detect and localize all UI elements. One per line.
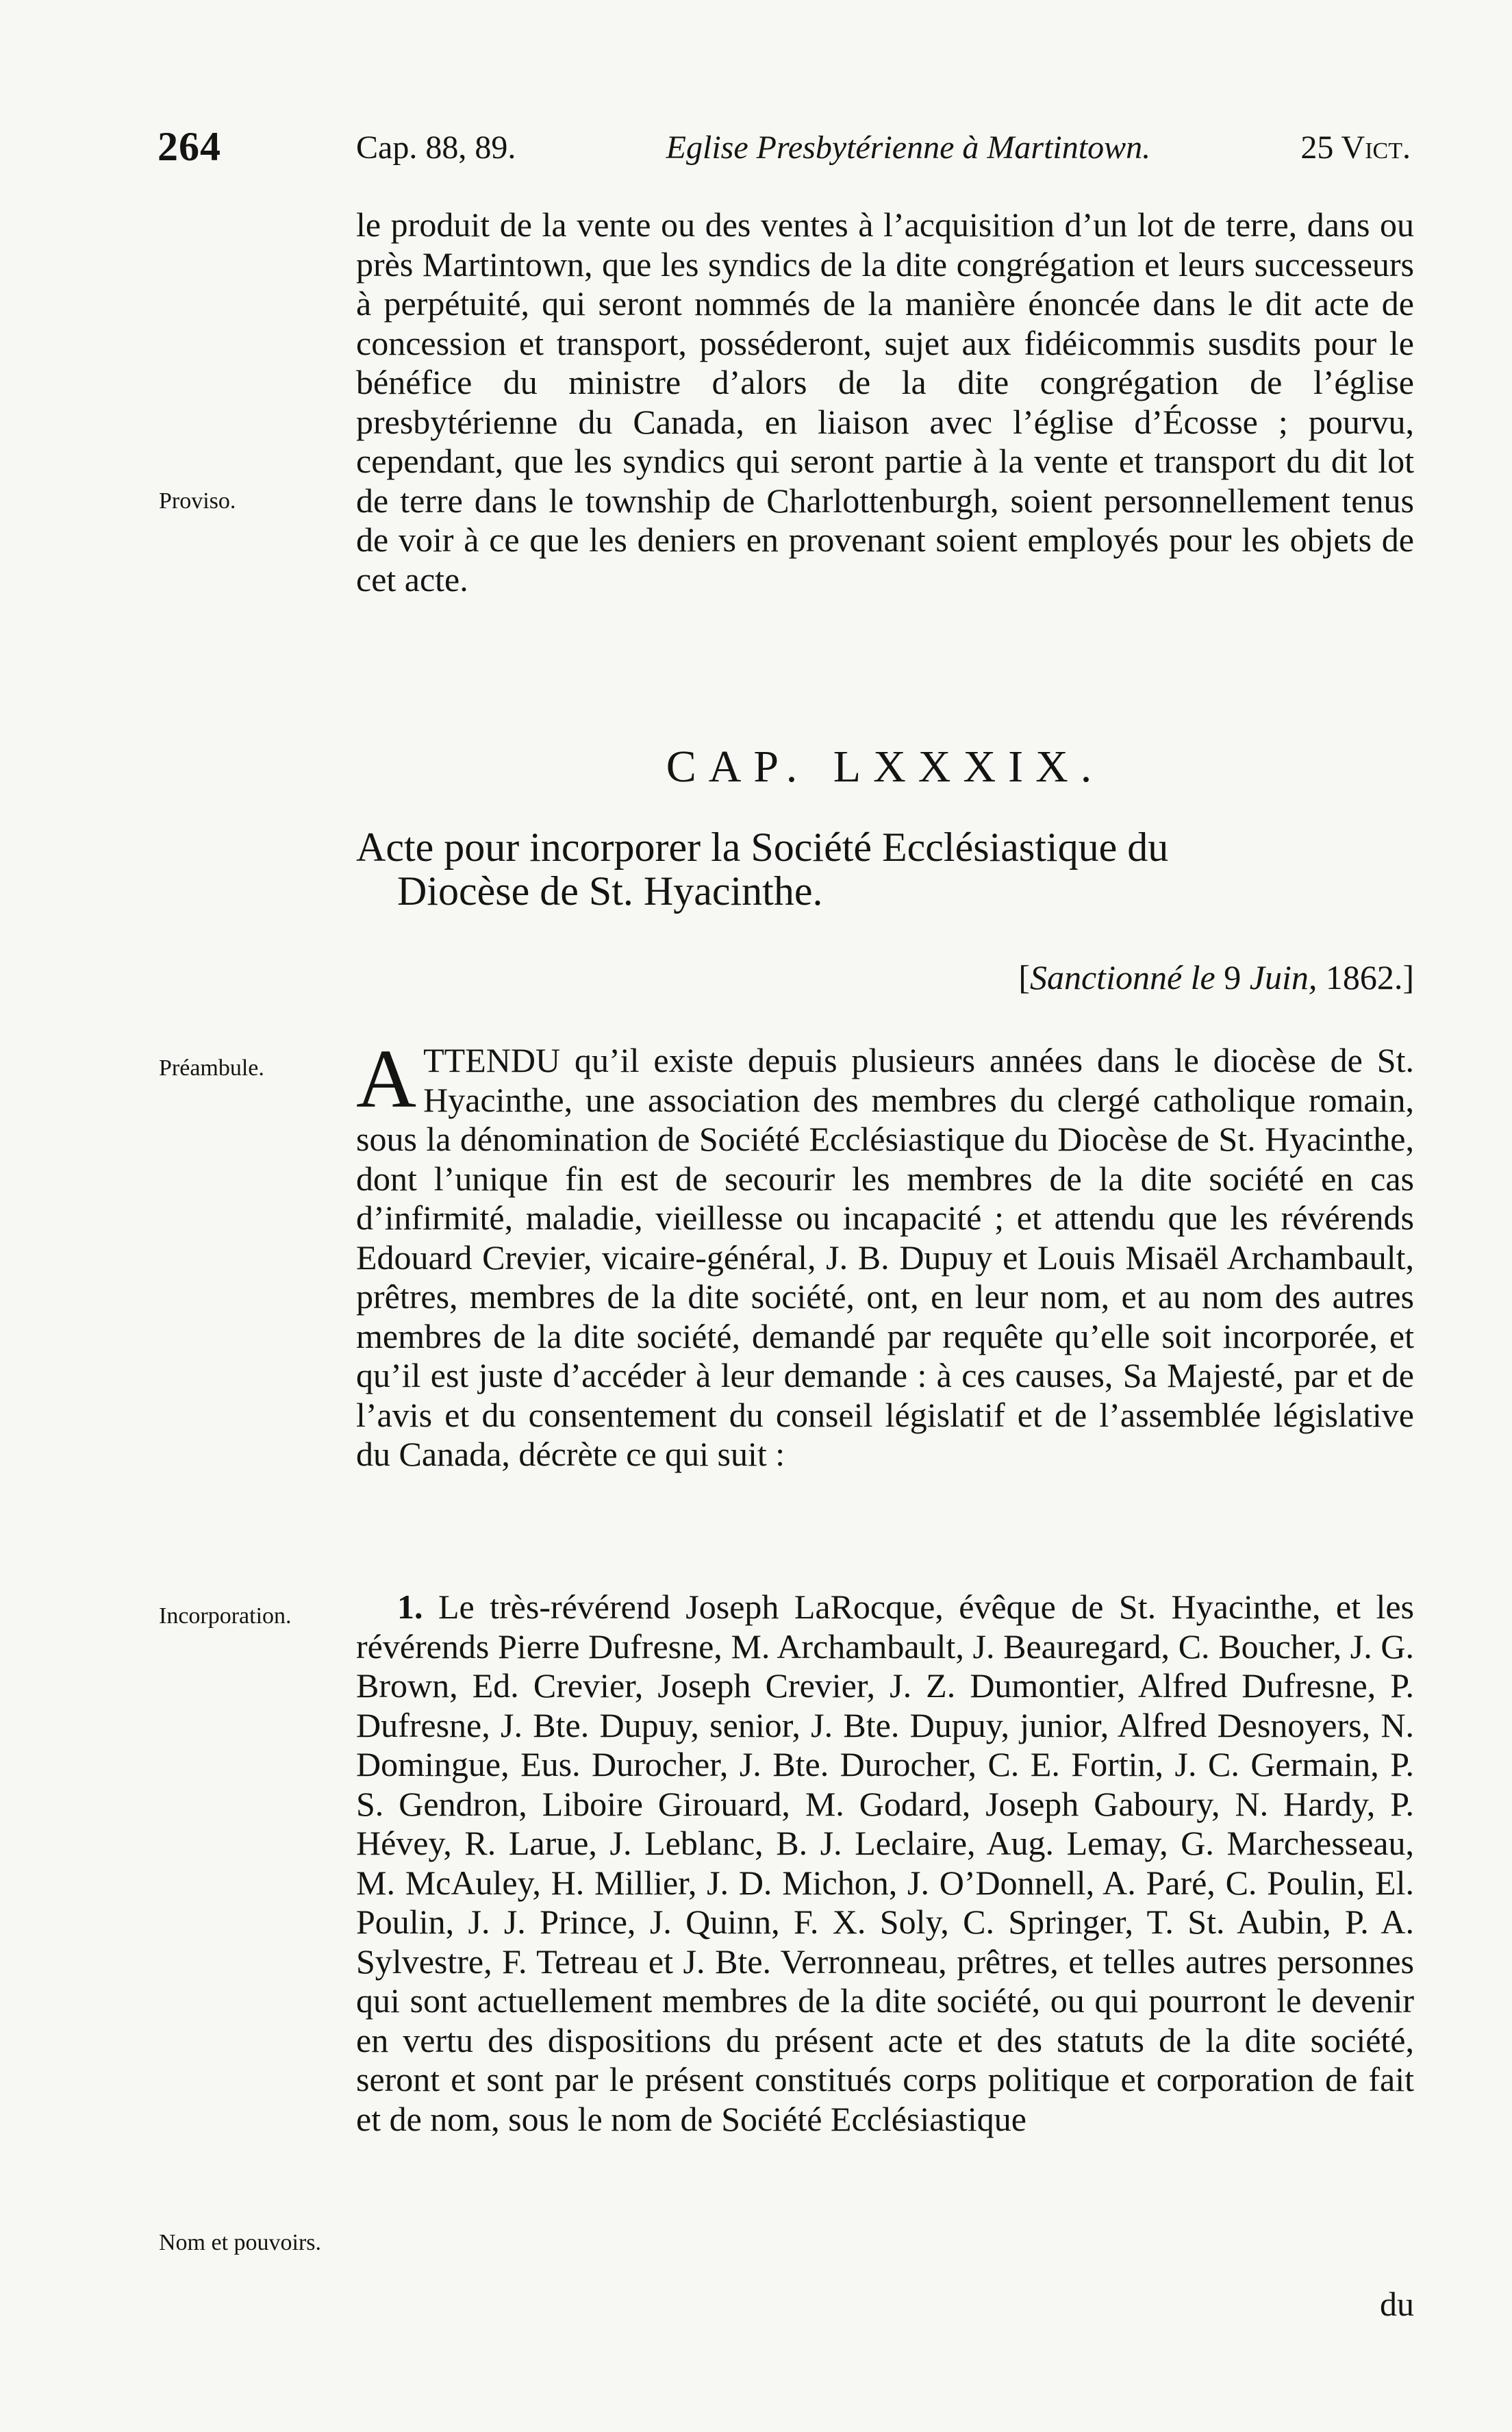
regnal-year: 25 Vict. — [1300, 129, 1411, 166]
section-1-paragraph — [356, 1588, 1414, 2139]
section-number: 1. — [397, 1588, 423, 1626]
sanction-date — [1018, 957, 1414, 997]
running-title: Eglise Presbytérienne à Martintown. — [666, 129, 1151, 166]
catchword: du — [1380, 2285, 1414, 2323]
sanction-year: 1862.] — [1317, 958, 1414, 996]
act-title-line2: Diocèse de St. Hyacinthe. — [397, 868, 823, 914]
sanction-label: Sanctionné le — [1029, 958, 1215, 996]
chapter-heading: CAP. LXXXIX. — [666, 742, 1105, 792]
margin-note-incorporation: Incorporation. — [159, 1603, 292, 1629]
sanction-bracket: [ — [1018, 958, 1030, 996]
dropcap-letter: A — [356, 1033, 417, 1125]
running-head — [356, 129, 1411, 166]
act-title — [356, 825, 1414, 913]
preamble-text: TTENDU qu’il existe depuis plusieurs années dans le diocèse de St. Hyacinthe, une association des membres du clergé catholique romain, sous la dénomination de Société Ecclésiastique du Diocèse de St. Hyacinthe, dont l’unique fin est de secourir les membres de la dite société en cas d’infirmité, maladie, vieillesse ou incapacité ; et attendu que les révérends Edouard Crevier, vicaire-général, J. B. Dupuy et Louis Misaël Archambault, prêtres, membres de la dite société, ont, en leur nom, et au nom des autres membres de la dite société, demandé par requête qu’elle soit incorporée, et qu’il est juste d’accéder à leur demande : à ces causes, Sa Majesté, par et de l’avis et du consentement du conseil législatif et de l’assemblée législative du Canada, décrète ce qui suit : — [356, 1041, 1414, 1473]
act-title-line1: Acte pour incorporer la Société Ecclésiastique du — [356, 825, 1169, 870]
margin-note-preambule: Préambule. — [159, 1055, 264, 1081]
continuation-paragraph — [356, 205, 1414, 599]
preamble-paragraph — [356, 1033, 1414, 1475]
margin-note-nom-pouvoirs: Nom et pouvoirs. — [159, 2230, 322, 2255]
page-header — [158, 123, 1411, 178]
page-number: 264 — [158, 124, 221, 169]
section-1-text: Le très-révérend Joseph LaRocque, évêque de St. Hyacinthe, et les révérends Pierre Dufresne, M. Archambault, J. Beauregard, C. Boucher, J. G. Brown, Ed. Crevier, Joseph Crevier, J. Z. Dumontier, Alfred Dufresne, P. Dufresne, J. Bte. Dupuy, senior, J. Bte. Dupuy, junior, Alfred Desnoyers, N. Domingue, Eus. Durocher, J. Bte. Durocher, C. E. Fortin, J. C. Germain, P. S. Gendron, Liboire Girouard, M. Godard, Joseph Gaboury, N. Hardy, P. Hévey, R. Larue, J. Leblanc, B. J. Leclaire, Aug. Lemay, G. Marchesseau, M. McAuley, H. Millier, J. D. Michon, J. O’Donnell, A. Paré, C. Poulin, El. Poulin, J. J. Prince, J. Quinn, F. X. Soly, C. Springer, T. St. Aubin, P. A. Sylvestre, F. Tetreau et J. Bte. Verronneau, prêtres, et telles autres personnes qui sont actuellement membres de la dite société, ou qui pourront le devenir en vertu des dispositions du présent acte et des statuts de la dite société, seront et sont par le présent constitués corps politique et corporation de fait et de nom, sous le nom de Société Ecclésiastique — [356, 1588, 1415, 2138]
sanction-month: Juin, — [1249, 958, 1318, 996]
cap-reference: Cap. 88, 89. — [356, 129, 516, 166]
sanction-day: 9 — [1215, 958, 1250, 996]
continuation-text: le produit de la vente ou des ventes à l’acquisition d’un lot de terre, dans ou près Martintown, que les syndics de la dite congrégation et leurs successeurs à perpétuité, qui seront nommés de la manière énoncée dans le dit acte de concession et transport, posséderont, sujet aux fidéicommis susdits pour le bénéfice du ministre d’alors de la dite congrégation de l’église presbytérienne du Canada, en liaison avec l’église d’Écosse ; pourvu, cependant, que les syndics qui seront partie à la vente et transport du dit lot de terre dans le township de Charlottenburgh, soient personnellement tenus de voir à ce que les deniers en provenant soient employés pour les objets de cet acte. — [356, 205, 1414, 599]
margin-note-proviso: Proviso. — [159, 488, 236, 514]
